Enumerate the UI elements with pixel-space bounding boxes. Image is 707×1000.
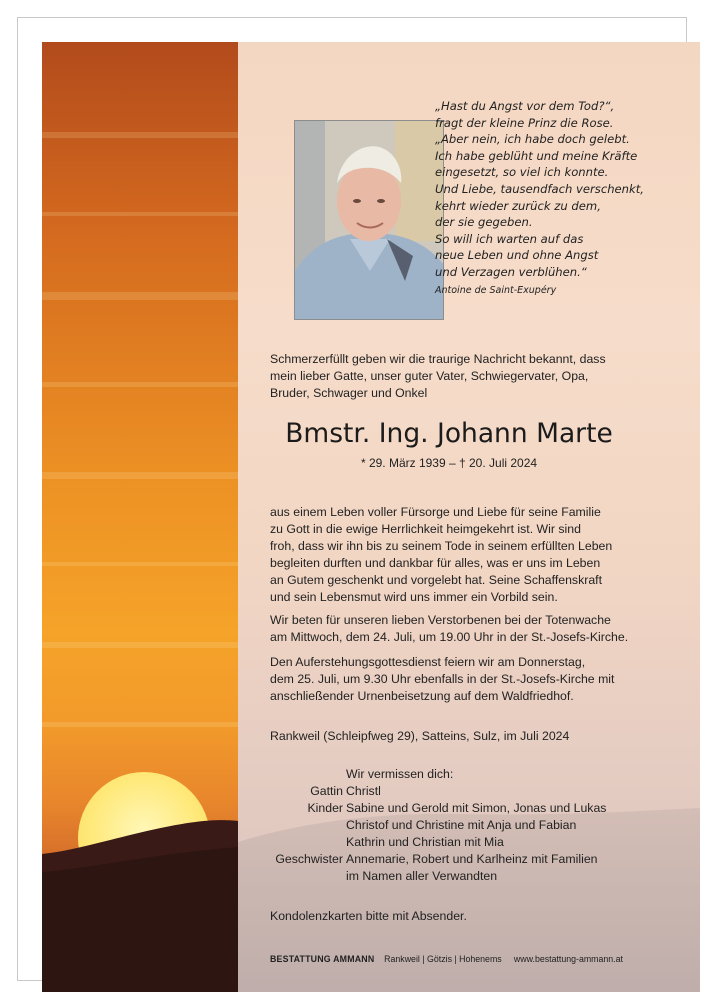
family-members: Christl [346, 784, 381, 798]
quote-author: Antoine de Saint-Exupéry [435, 284, 557, 296]
footer-locations: Rankweil | Götzis | Hohenems [384, 954, 502, 964]
intro-line: Schmerzerfüllt geben wir die traurige Nachricht bekannt, dass [270, 352, 606, 366]
footer-brand: BESTATTUNG AMMANN [270, 954, 375, 964]
family-role: Kinder [307, 801, 343, 815]
family-row [270, 817, 606, 834]
closing-note [270, 908, 628, 925]
quote-block [435, 98, 655, 298]
place-date-text: Rankweil (Schleipfweg 29), Satteins, Sulz, im Juli 2024 [270, 729, 570, 743]
service-paragraph [270, 654, 628, 705]
quote-line: So will ich warten auf das [435, 231, 584, 246]
family-row [270, 868, 606, 885]
body-line: zu Gott in die ewige Herrlichkeit heimgekehrt ist. Wir sind [270, 522, 581, 536]
service-line: dem 25. Juli, um 9.30 Uhr ebenfalls in der St.-Josefs-Kirche mit [270, 672, 615, 686]
family-members: Sabine und Gerold mit Simon, Jonas und Lukas [346, 801, 607, 815]
quote-line: Ich habe geblüht und meine Kräfte [435, 148, 638, 163]
quote-line: eingesetzt, so viel ich konnte. [435, 165, 609, 180]
service-line: Den Auferstehungsgottesdienst feiern wir am Donnerstag, [270, 655, 586, 669]
quote-line: „Hast du Angst vor dem Tod?“, [435, 99, 615, 113]
family-role [270, 834, 346, 851]
portrait-figure [295, 121, 444, 320]
family-members: Annemarie, Robert und Karlheinz mit Familien [346, 852, 598, 866]
family-members: Christof und Christine mit Anja und Fabian [346, 818, 577, 832]
deceased-name: Bmstr. Ing. Johann Marte [285, 418, 613, 449]
quote-line: kehrt wieder zurück zu dem, [435, 198, 601, 213]
intro-line: mein lieber Gatte, unser guter Vater, Schwiegervater, Opa, [270, 369, 589, 383]
body-line: und sein Lebensmut wird uns immer ein Vorbild sein. [270, 590, 558, 604]
life-dates: * 29. März 1939 – † 20. Juli 2024 [360, 456, 538, 470]
family-role: Gattin [310, 784, 343, 798]
family-row [270, 851, 606, 868]
family-members: Kathrin und Christian mit Mia [346, 835, 504, 849]
body-paragraph [270, 504, 628, 606]
wake-paragraph [270, 612, 628, 646]
quote-line: fragt der kleine Prinz die Rose. [435, 115, 614, 130]
family-role [270, 868, 346, 885]
body-line: an Gutem geschenkt und vorgelebt hat. Seine Schaffenskraft [270, 573, 602, 587]
quote-line: und Verzagen verblühen.“ [435, 264, 587, 279]
intro-paragraph [270, 351, 628, 402]
quote-line: neue Leben und ohne Angst [435, 248, 599, 263]
body-line: froh, dass wir ihn bis zu seinem Tode in seinem erfüllten Leben [270, 539, 613, 553]
footer-website[interactable]: www.bestattung-ammann.at [513, 954, 623, 964]
family-heading-row [270, 766, 606, 783]
place-date [270, 728, 628, 745]
body-line: aus einem Leben voller Fürsorge und Liebe für seine Familie [270, 505, 601, 519]
footer [270, 954, 623, 964]
portrait-photo [294, 120, 444, 320]
family-row [270, 834, 606, 851]
wake-line: am Mittwoch, dem 24. Juli, um 19.00 Uhr in der St.-Josefs-Kirche. [270, 630, 629, 644]
family-members: im Namen aller Verwandten [346, 869, 498, 883]
wake-line: Wir beten für unseren lieben Verstorbenen bei der Totenwache [270, 613, 611, 627]
family-role [270, 817, 346, 834]
page-frame [17, 17, 687, 981]
intro-line: Bruder, Schwager und Onkel [270, 386, 428, 400]
family-row [270, 800, 606, 817]
quote-line: Und Liebe, tausendfach verschenkt, [435, 181, 644, 196]
quote-line: „Aber nein, ich habe doch gelebt. [435, 132, 630, 147]
family-role: Geschwister [275, 852, 343, 866]
body-line: begleiten durften und dankbar für alles, was er uns im Leben [270, 556, 601, 570]
family-list [270, 766, 606, 885]
family-row [270, 783, 606, 800]
family-heading: Wir vermissen dich: [346, 767, 454, 781]
quote-line: der sie gegeben. [435, 215, 533, 230]
service-line: anschließender Urnenbeisetzung auf dem Waldfriedhof. [270, 689, 574, 703]
closing-text: Kondolenzkarten bitte mit Absender. [270, 909, 467, 923]
